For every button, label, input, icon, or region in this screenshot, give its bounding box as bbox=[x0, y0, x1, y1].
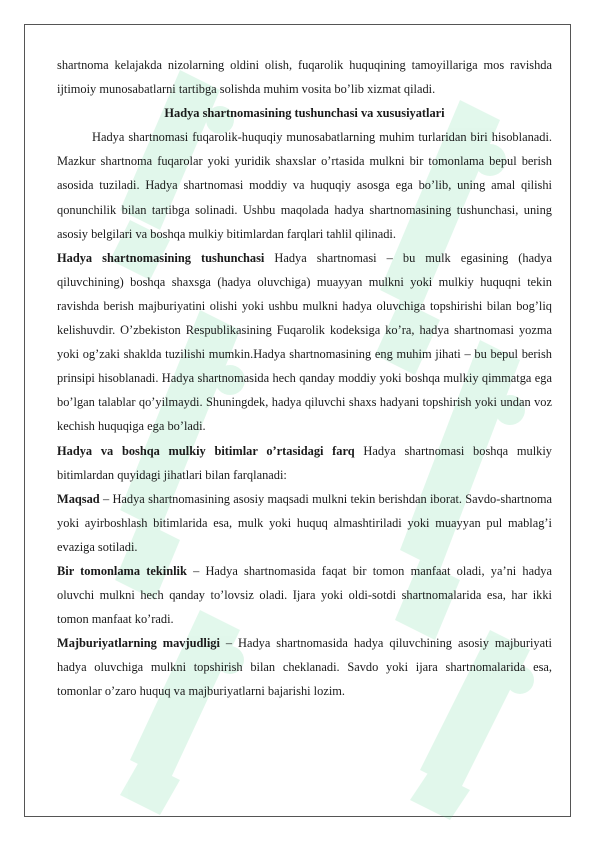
unilateral-paragraph bbox=[57, 559, 552, 631]
difference-text: Hadya shartnomasi boshqa mulkiy bitimlardan quyidagi jihatlari bilan farqlanadi: bbox=[57, 443, 552, 482]
document-body bbox=[57, 53, 552, 704]
concept-term: Hadya shartnomasining tushunchasi bbox=[57, 250, 265, 265]
concept-text: Hadya shartnomasi – bu mulk egasining (hadya qiluvchining) boshqa shaxsga (hadya oluvchiga) muayyan mulkni yoki mulkiy huquqni tekin ravishda berish majburiyatini olishi yoki ushbu mulkni hadya oluvchiga topshirishi bilan bog’liq kelishuvdir. O’zbekiston Respublikasining Fuqarolik kodeksiga ko’ra, hadya shartnomasi yozma yoki og’zaki shaklda tuzilishi mumkin.Hadya shartnomasining eng muhim jihati – bu bepul berish prinsipi hisoblanadi. Hadya shartnomasida hech qanday moddiy yoki boshqa mulkiy qimmatga ega bo’lgan talablar qo’yilmaydi. Shuningdek, hadya qiluvchi shaxs hadyani topshirish yoki undan voz kechish huquqiga ega bo’ladi. bbox=[57, 250, 553, 434]
paragraph-1: Hadya shartnomasi fuqarolik-huquqiy munosabatlarning muhim turlaridan biri hisoblanadi. Mazkur shartnoma fuqarolar yoki yuridik shaxslar o’rtasida mulkni bir tomonlama bepul berish asosida tuziladi. Hadya shartnomasi moddiy va huquqiy asosga ega bo’lib, uning amal qilishi qonunchilik bilan tartibga solinadi. Ushbu maqolada hadya shartnomasining tushunchasi, uning asosiy belgilari va boshqa mulkiy bitimlardan farqlari tahlil qilinadi. bbox=[57, 130, 552, 241]
difference-term: Hadya va boshqa mulkiy bitimlar o’rtasidagi farq bbox=[57, 443, 355, 458]
section-heading: Hadya shartnomasining tushunchasi va xususiyatlari bbox=[164, 106, 445, 121]
purpose-text: – Hadya shartnomasining asosiy maqsadi mulkni tekin berishdan iborat. Savdo-shartnoma yoki ayirboshlash bitimlarida esa, mulk yoki huquq almashtiriladi yoki muayyan pul mablag’i evaziga sotiladi. bbox=[57, 491, 552, 554]
obligations-paragraph bbox=[57, 631, 552, 703]
obligations-term: Majburiyatlarning mavjudligi bbox=[57, 636, 220, 651]
purpose-term: Maqsad bbox=[57, 491, 100, 506]
difference-paragraph bbox=[57, 439, 552, 487]
unilateral-text: – Hadya shartnomasida faqat bir tomon manfaat oladi, ya’ni hadya oluvchi mulkni hech qanday to’lovsiz oladi. Ijara yoki oldi-sotdi shartnomalarida esa, har ikki tomon manfaat ko’radi. bbox=[57, 563, 552, 627]
purpose-paragraph bbox=[57, 487, 552, 559]
concept-paragraph bbox=[57, 246, 552, 439]
obligations-text: – Hadya shartnomasida hadya qiluvchining asosiy majburiyati hadya oluvchiga mulkni topshirish bilan cheklanadi. Savdo yoki ijara shartnomalarida esa, tomonlar o’zaro huquq va majburiyatlarni bajarishi lozim. bbox=[57, 636, 553, 699]
unilateral-term: Bir tomonlama tekinlik bbox=[57, 563, 187, 578]
intro-paragraph: shartnoma kelajakda nizolarning oldini olish, fuqarolik huquqining tamoyillariga mos ravishda ijtimoiy munosabatlarni tartibga solishda muhim vosita bo’lib xizmat qiladi. bbox=[57, 58, 552, 97]
